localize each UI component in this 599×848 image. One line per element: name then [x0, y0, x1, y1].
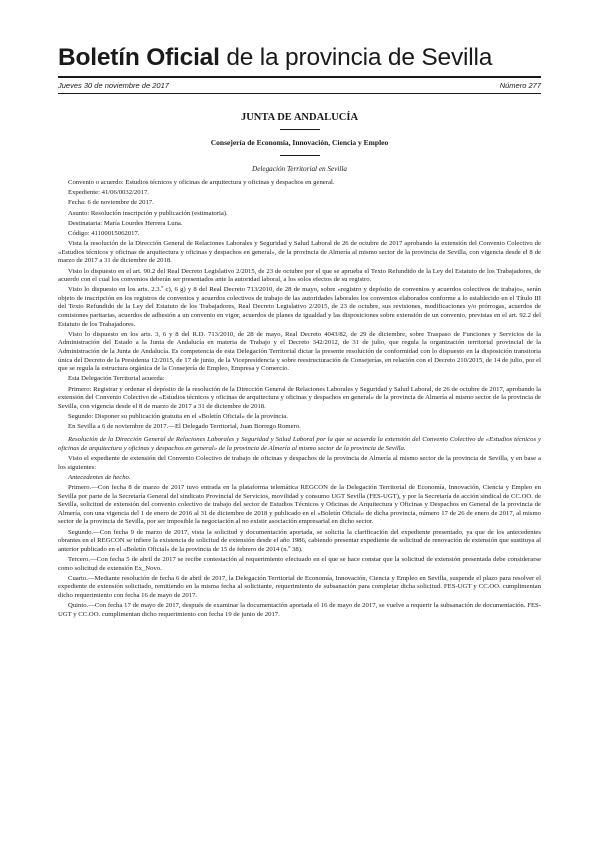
antecedente-paragraph: Segundo.—Con fecha 9 de marzo de 2017, vista la solicitud y documentación aportada, se solicita la clarificación del expediente presentado, ya que de los antecedentes obrantes en el REGCON se infiere la existencia de solicitud de extensión desde el año 1986, cabiendo presentar expediente de solicitud de renovación de extensión que sustituya al anterior publicado en el «Boletín Oficial» de la provincia de 15 de febrero de 2014 (n.º 38).: [58, 528, 541, 553]
paragraph: Visto lo dispuesto en el art. 90.2 del Real Decreto Legislativo 2/2015, de 23 de octubre por el que se aprueba el Texto Refundido de la Ley del Estatuto de los Trabajadores, de acuerdo con el cual los convenios deberán ser presentados ante la autoridad laboral, a los solos efectos de su registro.: [58, 267, 541, 284]
antecedente-paragraph: Quinto.—Con fecha 17 de mayo de 2017, después de examinar la documentación aportada el 16 de mayo de 2017, se vuelve a requerir la subsanación de documentación. FES-UGT y CC.OO. cumplimentan dicho requerimiento con fecha 19 de junio de 2017.: [58, 602, 541, 618]
department-heading: Consejería de Economía, Innovación, Ciencia y Empleo: [210, 138, 389, 147]
meta-rule: [58, 93, 541, 94]
codigo-line: Código: 41100015062017.: [68, 229, 140, 237]
masthead-rule: [58, 76, 541, 78]
paragraph: Esta Delegación Territorial acuerda:: [68, 375, 165, 383]
dept-divider: [280, 155, 320, 156]
organization-heading: JUNTA DE ANDALUCÍA: [240, 112, 359, 123]
antecedente-paragraph: Primero.—Con fecha 8 de marzo de 2017 tuvo entrada en la plataforma telemática REGCON de la Delegación Territorial de Economía, Innovación, Ciencia y Empleo en Sevilla por parte de la Secretaría General del sindicato Provincial de Servicios, movilidad y consumo UGT Sevilla (FES-UGT), y por la Secretaría de acción sindical de CC.OO. de Sevilla, solicitud de extensión del convenio colectivo de trabajo del sector de Estudios Técnicos y Oficinas de Arquitectura y Oficinas y Despachos en General de la provincia de Almería, con una vigencia del 1 de enero de 2016 al 31 de diciembre de 2018 y publicado en el «Boletín Oficial» de dicha provincia, número 17 de 26 de enero de 2017, al mismo sector de la provincia de Sevilla, por ser imposible la negociación al no existir asociación empresarial en dicho sector.: [58, 484, 541, 526]
masthead-title-rest: de la provincia de Sevilla: [219, 44, 493, 71]
paragraph: Vista la resolución de la Dirección General de Relaciones Laborales y Seguridad y Salud Laboral de 26 de octubre de 2017 aprobando la extensión del Convenio Colectivo de «Estudios técnicos y oficinas de arquitectura y oficinas y despachos en general», de la provincia de Almería al mismo sector de la provincia de Sevilla, con vigencia desde el 8 de marzo de 2017 a 31 de diciembre de 2018.: [58, 240, 541, 265]
paragraph: Visto lo dispuesto en los arts. 3, 6 y 8 del R.D. 713/2010, de 28 de mayo, Real Decreto 4043/82, de 29 de diciembre, sobre Traspaso de Funciones y Servicios de la Administración del Estado a la Junta de Andalucía en materia de Trabajo y el Decreto 342/2012, de 31 de julio, que regula la organización territorial provincial de la Administración de la Junta de Andalucía. Es competencia de esta Delegación Territorial dictar la presente resolución de conformidad con lo dispuesto en la disposición transitoria única del Decreto de la Presidenta 12/2015, de 17 de junio, de la Vicepresidencia y sobre reestructuración de Consejerías, en relación con el Decreto 210/2015, de 14 de julio, por el que se regula la estructura orgánica de la Consejería de Empleo, Empresa y Comercio.: [58, 330, 541, 373]
paragraph: Primero: Registrar y ordenar el depósito de la resolución de la Dirección General de Relaciones Laborales y Seguridad y Salud Laboral, de 26 de octubre de 2017, aprobando la extensión del Convenio Colectivo de «Estudios técnicos y oficinas de arquitectura y oficinas y despachos en general» de la provincia de Almería al mismo sector de la provincia de Sevilla, con vigencia desde el 8 de marzo de 2017 a 31 de diciembre de 2018.: [58, 385, 541, 410]
paragraph: Visto lo dispuesto en los arts. 2.3.º c), 6 g) y 8 del Real Decreto 713/2010, de 28 de mayo, sobre «registro y depósito de convenios y acuerdos colectivos de trabajo», serán objeto de inscripción en los registros de convenios y acuerdos colectivos de trabajo de las autoridades laborales los convenios elaborados conforme a lo establecido en el Título III del Texto Refundido de la Ley del Estatuto de los Trabajadores, Real Decreto Legislativo 2/2015, de 23 de octubre, sus revisiones, modificaciones y/o prórrogas, acuerdos de comisiones paritarias, acuerdos de adhesión a un convenio en vigor, acuerdos de planes de igualdad y las disposiciones sobre extensión de un convenio, previstas en el art. 92.2 del Estatuto de los Trabajadores.: [58, 286, 541, 328]
signature-line: En Sevilla a 6 de noviembre de 2017.—El Delegado Territorial, Juan Borrego Romero.: [68, 423, 301, 431]
resolution-title: Resolución de la Dirección General de Relaciones Laborales y Seguridad y Salud Laboral por la que se acuerda la extensión del Convenio Colectivo de «Estudios técnicos y oficinas de arquitectura y oficinas y despachos en general» de la provincia de Almería al mismo sector de la provincia de Sevilla.: [58, 436, 541, 452]
org-divider: [280, 129, 320, 130]
masthead-title-bold: Boletín Oficial: [58, 44, 220, 71]
document-body: [58, 179, 541, 619]
antecedente-paragraph: Cuarto.—Mediante resolución de fecha 6 de abril de 2017, la Delegación Territorial de Economía, Innovación, Ciencia y Empleo en Sevilla, suspende el plazo para resolver el expediente de extensión solicitado, remitiendo en la misma fecha al solicitante, requerimiento de subsanación para completar dicha solicitud. FES-UGT y CC.OO. cumplimentan dicho requerimiento con fecha 16 de mayo de 2017.: [58, 574, 541, 599]
expediente-line: Expediente: 41/06/0032/2017.: [68, 189, 149, 197]
issue-date: Jueves 30 de noviembre de 2017: [58, 81, 169, 90]
issue-meta: [58, 81, 541, 91]
antecedente-paragraph: Tercero.—Con fecha 5 de abril de 2017 se recibe contestación al requerimiento efectuado en el que se hace constar que la solicitud de extensión presentada debe considerarse como solicitud de extensión Ex_Novo.: [58, 556, 541, 572]
convenio-line: Convenio o acuerdo: Estudios técnicos y oficinas de arquitectura y oficinas y despachos en general.: [68, 179, 335, 186]
paragraph: Segundo: Disponer su publicación gratuita en el «Boletín Oficial» de la provincia.: [68, 412, 288, 420]
destinataria-line: Destinataria: María Lourdes Herrera Luna.: [68, 219, 183, 227]
delegation-heading: Delegación Territorial en Sevilla: [252, 165, 347, 173]
asunto-line: Asunto: Resolución inscripción y publicación (estimatoria).: [68, 209, 228, 217]
resolution-intro: Visto el expediente de extensión del Convenio Colectivo de trabajo de oficinas y despachos de la provincia de Almería al mismo sector de la provincia de Sevilla, y en base a los siguientes:: [58, 455, 541, 471]
masthead: [58, 44, 541, 72]
antecedentes-heading: Antecedentes de hecho.: [68, 473, 131, 481]
fecha-line: Fecha: 6 de noviembre de 2017.: [68, 199, 154, 207]
issue-number: Número 277: [499, 81, 541, 90]
